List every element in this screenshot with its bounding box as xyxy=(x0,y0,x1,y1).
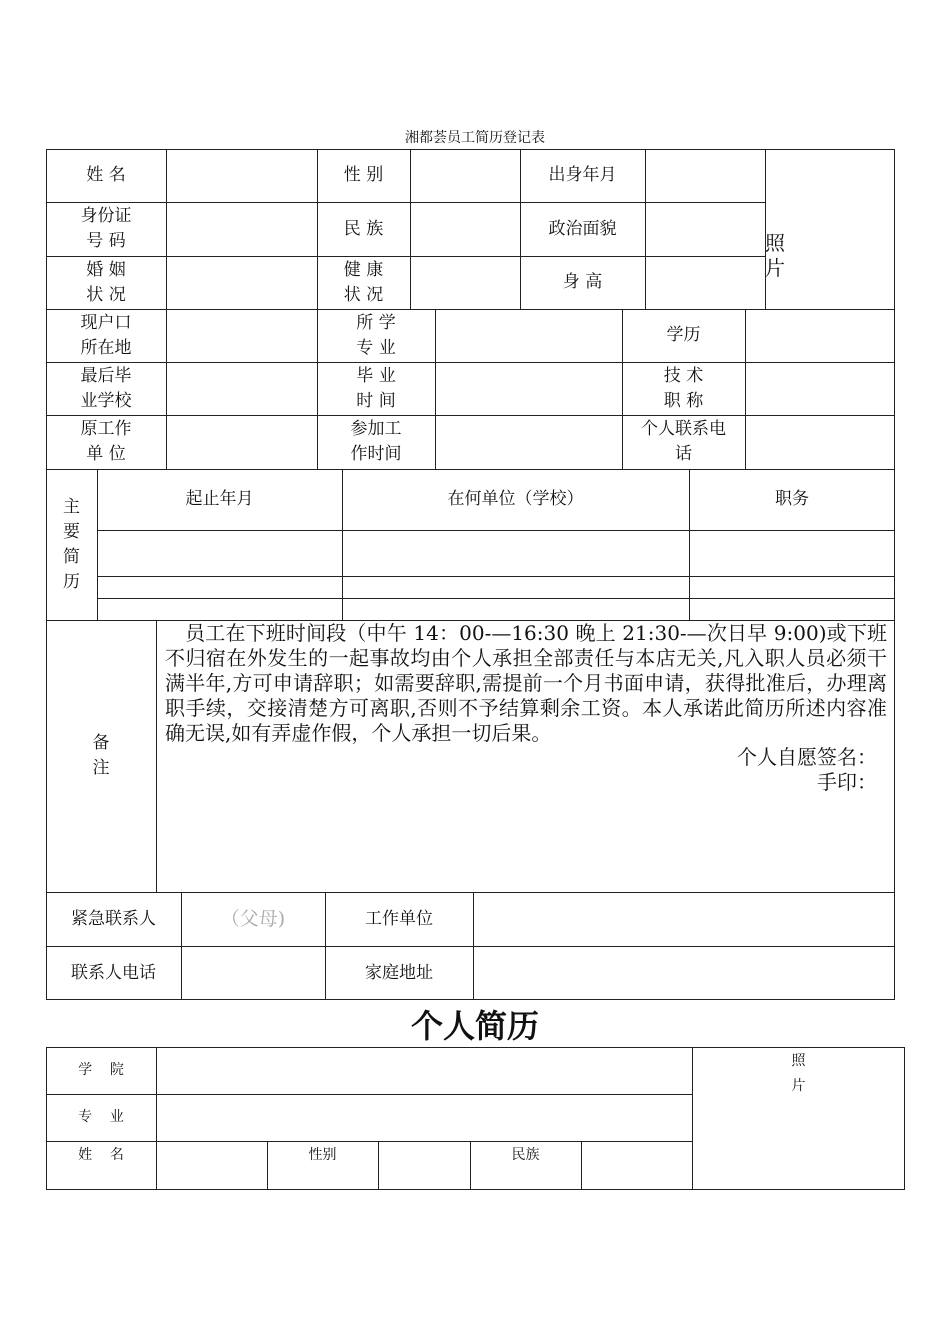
title-field[interactable] xyxy=(745,362,895,415)
title-label: 技 术 职 称 xyxy=(663,365,704,411)
education-field[interactable] xyxy=(745,309,895,362)
phone-field[interactable] xyxy=(745,415,895,469)
major-field[interactable] xyxy=(435,309,622,362)
fingerprint-label: 手印： xyxy=(817,770,877,794)
major-label: 所 学 专 业 xyxy=(356,312,396,358)
resume-label: 主 要 简 历 xyxy=(63,497,80,592)
form2-title: 个人简历 xyxy=(410,1007,539,1045)
school-label: 最后毕 业学校 xyxy=(80,365,132,411)
work-start-label: 参加工 作时间 xyxy=(350,419,402,464)
remarks-label: 备 注 xyxy=(92,733,110,778)
workplace-field[interactable] xyxy=(473,892,895,946)
hukou-field[interactable] xyxy=(166,309,317,362)
phone-label: 个人联系电 话 xyxy=(641,419,726,464)
photo2-box[interactable]: 照 片 xyxy=(791,1053,806,1094)
graduation-field[interactable] xyxy=(435,362,622,415)
resume-header-period: 起止年月 xyxy=(185,489,254,509)
resume-header-unit: 在何单位（学校） xyxy=(447,489,584,509)
workplace-label: 工作单位 xyxy=(365,908,433,929)
gender-label: 性 别 xyxy=(343,165,384,185)
height-label: 身 高 xyxy=(562,272,603,292)
emergency-contact-field[interactable]: （父母) xyxy=(220,907,286,930)
emergency-phone-label: 联系人电话 xyxy=(71,962,156,983)
health-label: 健 康 状 况 xyxy=(343,259,384,305)
college-field[interactable] xyxy=(156,1047,692,1094)
ethnicity-field[interactable] xyxy=(410,202,520,256)
marital-label: 婚 姻 状 况 xyxy=(86,259,126,305)
college-label: 学 院 xyxy=(78,1062,124,1078)
id-label: 身份证 号 码 xyxy=(80,206,132,251)
remarks-text: 员工在下班时间段（中午 14：00-—16:30 晚上 21:30-—次日早 9:00)或下班不归宿在外发生的一起事故均由个人承担全部责任与本店无关,凡入职人员必须干满半年,方可申请辞职；如需要辞职,需提前一个月书面申请，获得批准后，办理离职手续，交接清楚方可离职,否则不予结算剩余工资。本人承诺此简历所述内容准确无误,如有弄虚作假，个人承担一切后果。 xyxy=(165,621,887,745)
photo-box[interactable]: 照 片 xyxy=(765,231,785,280)
height-field[interactable] xyxy=(645,256,765,309)
name2-field[interactable] xyxy=(156,1141,267,1190)
health-field[interactable] xyxy=(410,256,520,309)
major2-label: 专 业 xyxy=(78,1109,124,1125)
gender2-label: 性别 xyxy=(308,1146,337,1163)
form1-title: 湘都荟员工简历登记表 xyxy=(405,130,545,146)
hukou-label: 现户口 所在地 xyxy=(80,312,132,358)
gender-field[interactable] xyxy=(410,149,520,202)
political-field[interactable] xyxy=(645,202,765,256)
prev-employer-field[interactable] xyxy=(166,415,317,469)
prev-employer-label: 原工作 单 位 xyxy=(80,419,132,464)
ethnicity2-label: 民族 xyxy=(511,1146,540,1163)
name2-label: 姓 名 xyxy=(78,1146,124,1163)
ethnicity2-field[interactable] xyxy=(581,1141,692,1190)
graduation-label: 毕 业 时 间 xyxy=(356,365,396,411)
school-field[interactable] xyxy=(166,362,317,415)
work-start-field[interactable] xyxy=(435,415,622,469)
name-label: 姓 名 xyxy=(86,165,126,185)
id-field[interactable] xyxy=(166,202,317,256)
gender2-field[interactable] xyxy=(378,1141,470,1190)
emergency-contact-label: 紧急联系人 xyxy=(71,908,156,929)
birth-field[interactable] xyxy=(645,149,765,202)
major2-field[interactable] xyxy=(156,1094,692,1141)
political-label: 政治面貌 xyxy=(548,218,617,239)
address-label: 家庭地址 xyxy=(365,962,433,983)
birth-label: 出身年月 xyxy=(548,165,617,185)
ethnicity-label: 民 族 xyxy=(343,218,384,239)
education-label: 学历 xyxy=(666,325,701,345)
address-field[interactable] xyxy=(473,946,895,1000)
emergency-phone-field[interactable] xyxy=(181,946,325,1000)
marital-field[interactable] xyxy=(166,256,317,309)
signature-label: 个人自愿签名： xyxy=(737,745,877,769)
name-field[interactable] xyxy=(166,149,317,202)
resume-header-position: 职务 xyxy=(775,489,809,509)
